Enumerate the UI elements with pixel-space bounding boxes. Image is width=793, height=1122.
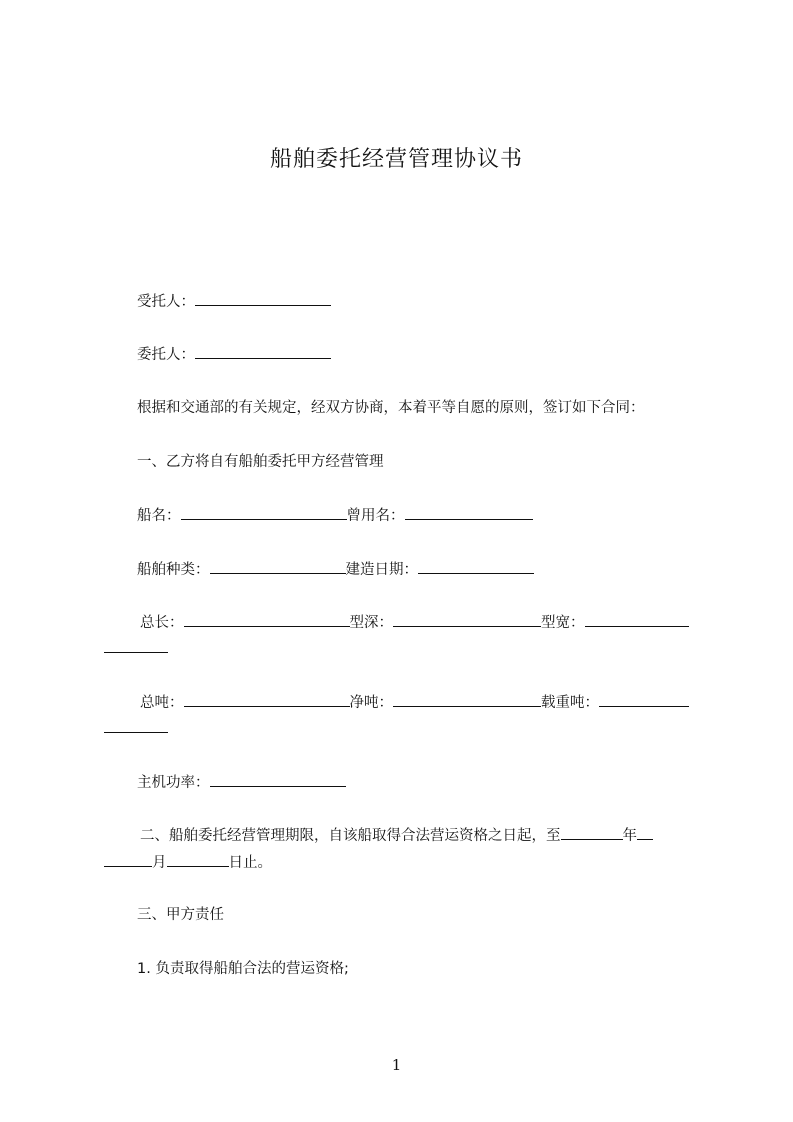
section2-paragraph-continued [104,852,272,873]
deadweight-label: 载重吨： [541,695,599,711]
year-label: 年 [622,828,637,844]
ship-type-blank [210,559,346,574]
depth-blank [393,612,541,627]
breadth-blank-continued [104,638,168,659]
breadth-label: 型宽： [541,615,585,631]
month-blank [104,852,152,867]
net-tonnage-blank [393,692,541,707]
preamble-paragraph: 根据和交通部的有关规定，经双方协商，本着平等自愿的原则，签订如下合同： [137,400,645,416]
gross-tonnage-label: 总吨： [140,695,184,711]
ship-type-label: 船舶种类： [137,562,210,578]
section2-paragraph [140,825,653,846]
length-label: 总长： [140,615,184,631]
trustee-line [137,291,331,312]
day-blank [167,852,229,867]
section1-heading: 一、乙方将自有船舶委托甲方经营管理 [137,454,384,470]
tonnage-line [140,692,689,713]
section3-item1: 1. 负责取得船舶合法的营运资格; [137,961,349,977]
ship-name-label: 船名： [137,508,181,524]
page-number: 1 [391,1056,402,1074]
gross-tonnage-blank [184,692,350,707]
length-blank [184,612,350,627]
ship-name-line [137,505,533,526]
build-date-blank [418,559,534,574]
deadweight-blank [599,692,689,707]
entruster-label: 委托人： [137,347,195,363]
trustee-label: 受托人： [137,294,195,310]
engine-power-line [137,772,346,793]
former-name-label: 曾用名： [346,508,405,524]
day-end-label: 日止。 [228,855,272,871]
deadweight-blank-continued [104,718,168,739]
entruster-line [137,344,331,365]
build-date-label: 建造日期： [345,562,418,578]
dimensions-line [140,612,689,633]
former-name-blank [405,505,533,520]
depth-label: 型深： [349,615,393,631]
entruster-blank [195,344,331,359]
year-blank [561,825,623,840]
engine-power-label: 主机功率： [137,775,210,791]
engine-power-blank [210,772,346,787]
section3-heading: 三、甲方责任 [137,907,224,923]
month-blank-start [637,825,653,840]
net-tonnage-label: 净吨： [349,695,393,711]
document-title: 船舶委托经营管理协议书 [269,147,523,172]
ship-name-blank [181,505,347,520]
section2-text: 二、船舶委托经营管理期限，自该船取得合法营运资格之日起，至 [140,828,561,844]
ship-type-line [137,559,534,580]
trustee-blank [195,291,331,306]
month-label: 月 [152,855,167,871]
breadth-blank [585,612,689,627]
